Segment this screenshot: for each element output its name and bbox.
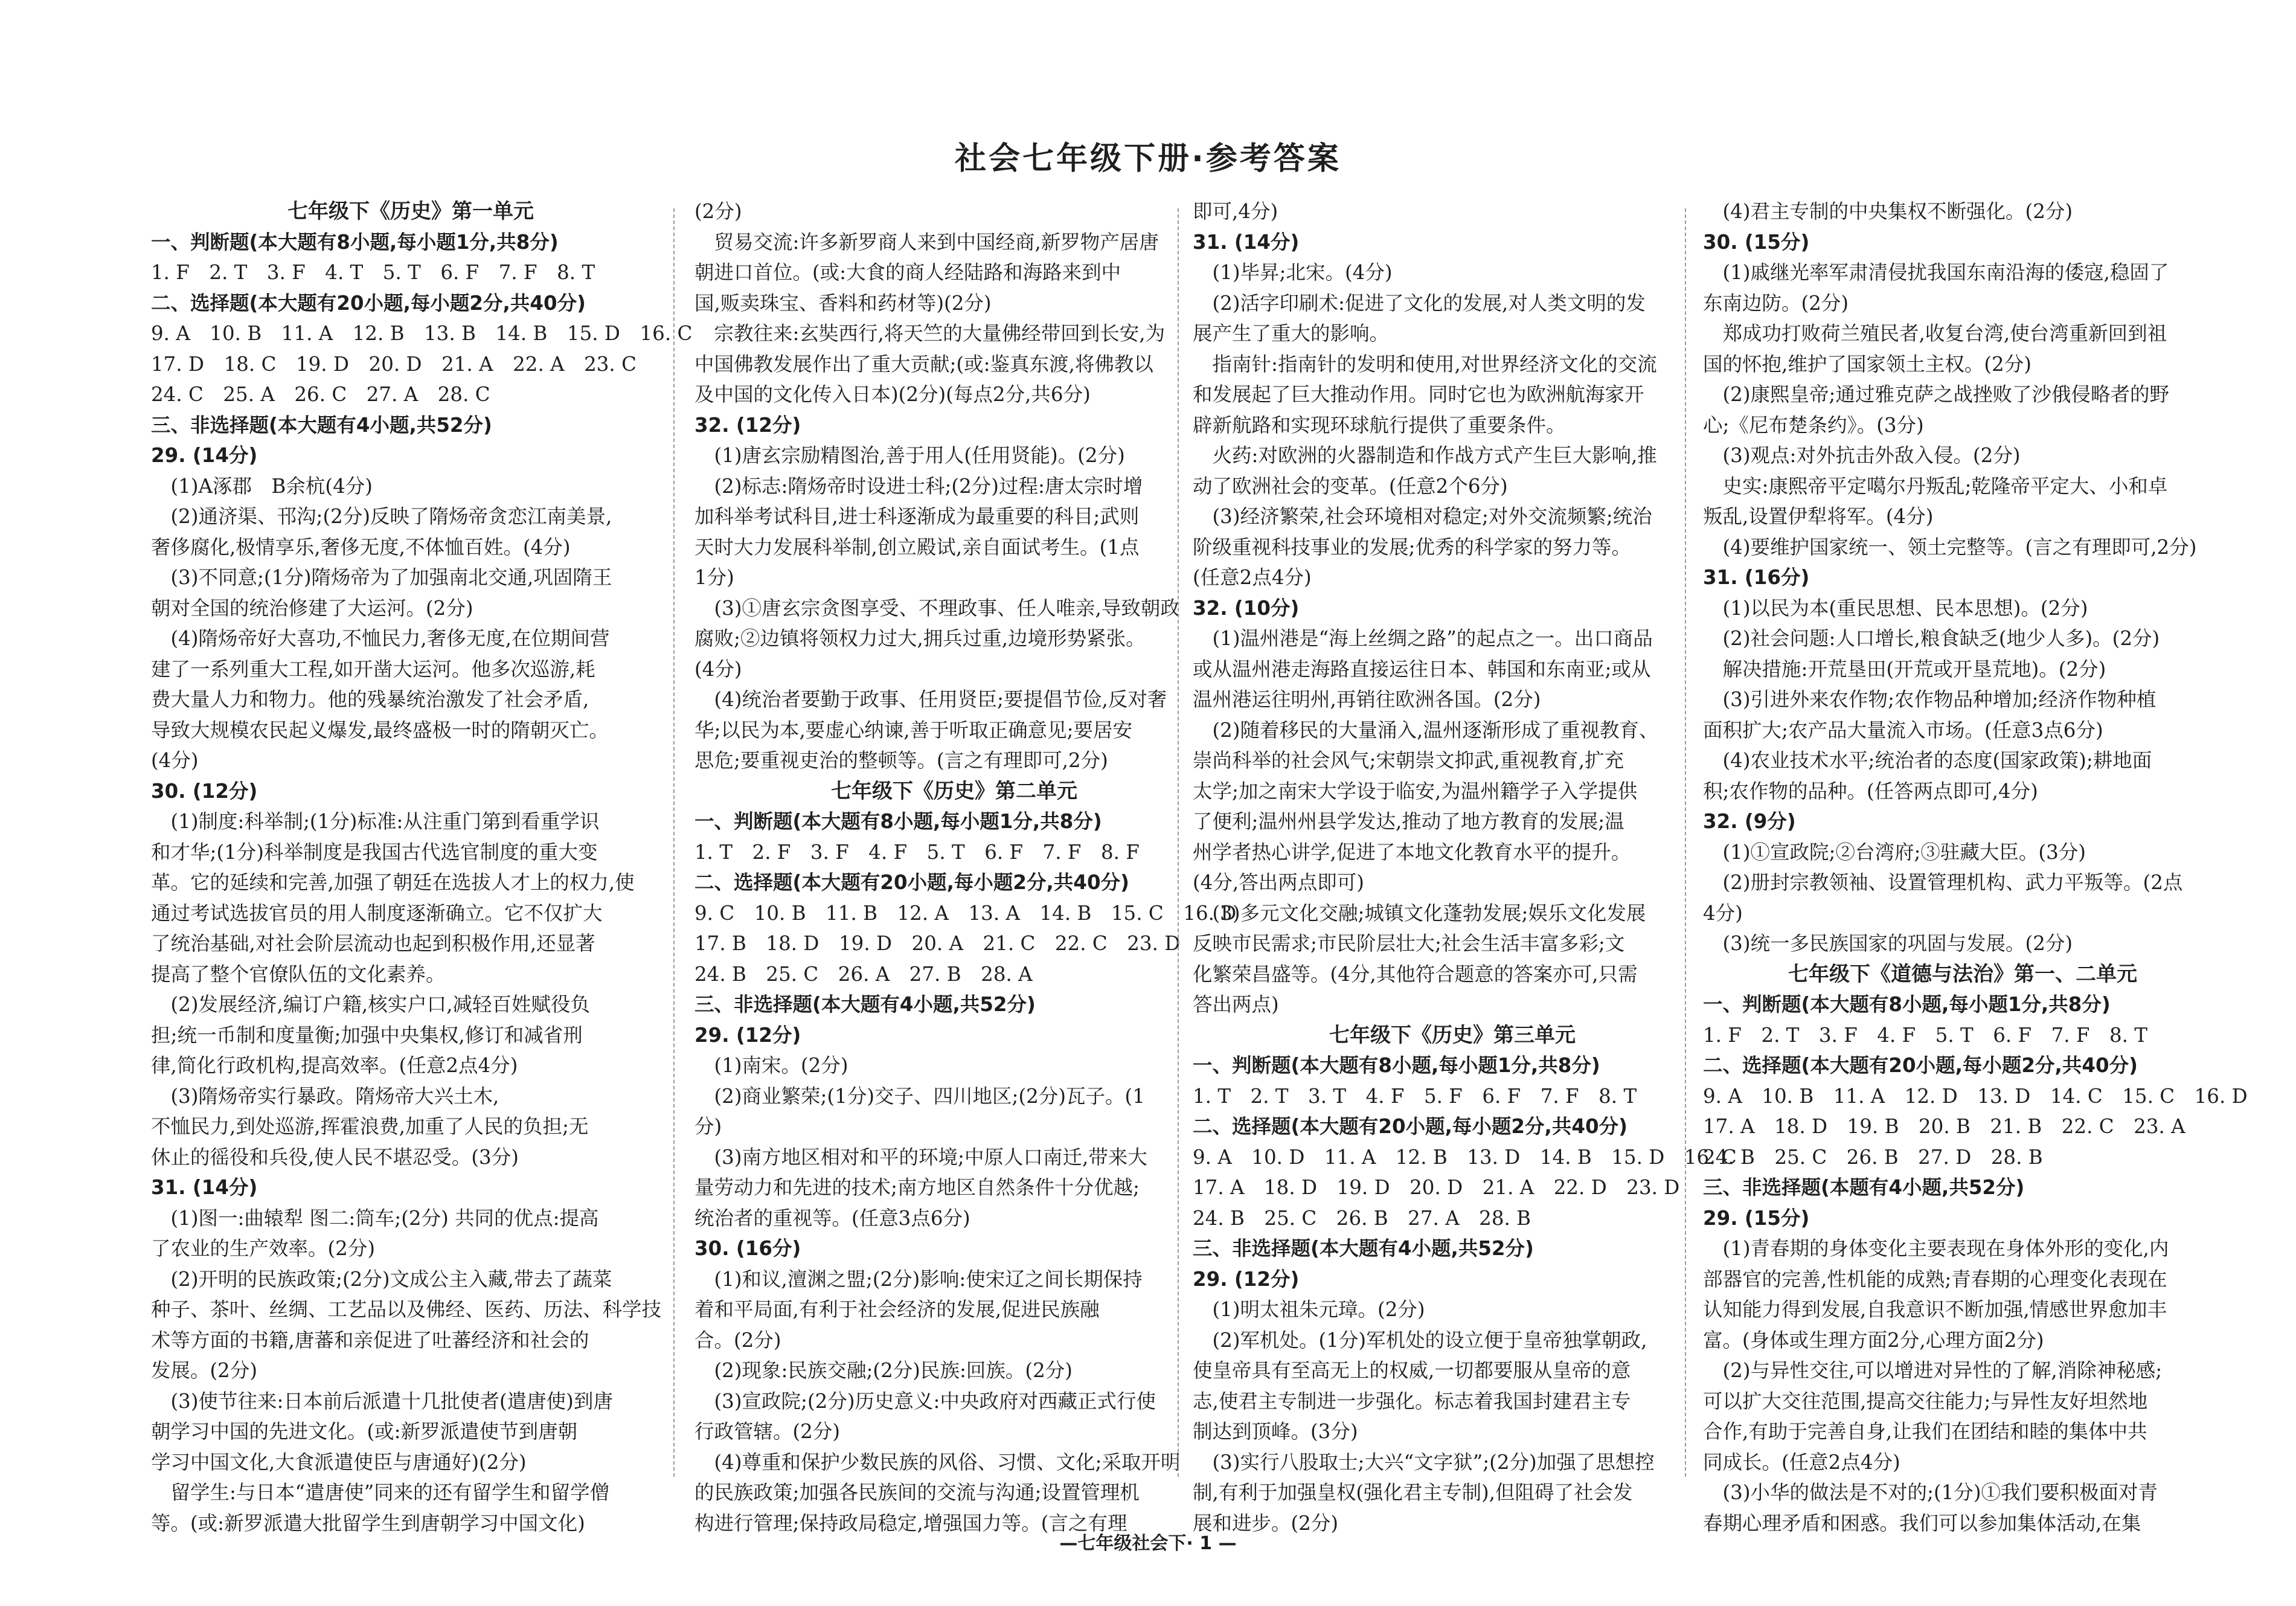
page-footer: —七年级社会下· 1 —: [1059, 1533, 1237, 1554]
answer-line: (2)发展经济,编订户籍,核实户口,减轻百姓赋役负: [151, 993, 591, 1016]
answer-line: (3)经济繁荣,社会环境相对稳定;对外交流频繁;统治: [1193, 505, 1652, 528]
answer-line: (3)实行八股取士;大兴“文字狱”;(2分)加强了思想控: [1193, 1450, 1655, 1474]
section-heading: 一、判断题(本大题有8小题,每小题1分,共8分): [694, 810, 1102, 833]
answer-line: 留学生:与日本“遣唐使”同来的还有留学生和留学僧: [151, 1481, 610, 1504]
answer-line: 1. T 2. T 3. T 4. F 5. F 6. F 7. F 8. T: [1193, 1084, 1637, 1108]
answer-line: 1分): [694, 566, 734, 589]
answer-line: 17. A 18. D 19. D 20. D 21. A 22. D 23. D: [1193, 1176, 1680, 1199]
section-heading: 三、非选择题(本题有4小题,共52分): [1703, 1176, 2025, 1199]
answer-line: 可以扩大交往范围,提高交往能力;与异性友好坦然地: [1703, 1389, 2148, 1413]
column-divider: [673, 208, 675, 1477]
answer-line: 革。它的延续和完善,加强了朝廷在选拔人才上的权力,使: [151, 871, 635, 894]
answer-line: (2)活字印刷术:促进了文化的发展,对人类文明的发: [1193, 291, 1646, 315]
answer-line: 制,有利于加强皇权(强化君主专制),但阻碍了社会发: [1193, 1481, 1633, 1504]
answer-line: 学习中国文化,大食派遣使臣与唐通好)(2分): [151, 1450, 527, 1474]
answer-line: 朝进口首位。(或:大食的商人经陆路和海路来到中: [694, 261, 1121, 284]
answer-line: (3)统一多民族国家的巩固与发展。(2分): [1703, 932, 2073, 955]
section-heading: 29. (12分): [694, 1023, 801, 1047]
answer-line: 春期心理矛盾和困惑。我们可以参加集体活动,在集: [1703, 1511, 2141, 1535]
answer-line: (3)①唐玄宗贪图享受、不理政事、任人唯亲,导致朝政: [694, 596, 1180, 620]
answer-line: (2)与异性交往,可以增进对异性的了解,消除神秘感;: [1703, 1359, 2163, 1382]
answer-line: 24. B 25. C 26. B 27. A 28. B: [1193, 1206, 1531, 1230]
answer-line: (4分): [151, 749, 199, 772]
answer-line: 中国佛教发展作出了重大贡献;(或:鉴真东渡,将佛教以: [694, 352, 1153, 376]
answer-line: 贸易交流:许多新罗商人来到中国经商,新罗物产居唐: [694, 230, 1159, 254]
answer-line: 展产生了重大的影响。: [1193, 322, 1390, 345]
answer-line: 费大量人力和物力。他的残暴统治激发了社会矛盾,: [151, 688, 589, 711]
answer-line: (3)观点:对外抗击外敌入侵。(2分): [1703, 444, 2021, 467]
answer-line: 9. A 10. B 11. A 12. B 13. B 14. B 15. D 16. C: [151, 322, 693, 345]
answer-line: (2)现象:民族交融;(2分)民族:回族。(2分): [694, 1359, 1073, 1382]
answer-line: (3)多元文化交融;城镇文化蓬勃发展;娱乐文化发展: [1193, 901, 1646, 925]
answer-line: 9. A 10. D 11. A 12. B 13. D 14. B 15. D 16. C: [1193, 1145, 1737, 1169]
answer-line: 同成长。(任意2点4分): [1703, 1450, 1900, 1474]
answer-line: 辟新航路和实现环球航行提供了重要条件。: [1193, 413, 1566, 437]
answer-line: 17. B 18. D 19. D 20. A 21. C 22. C 23. D: [694, 932, 1181, 955]
answer-line: (1)毕昇;北宋。(4分): [1193, 261, 1393, 284]
answer-line: 术等方面的书籍,唐蕃和亲促进了吐蕃经济和社会的: [151, 1328, 589, 1352]
section-heading: 29. (14分): [151, 444, 258, 467]
answer-line: (3)使节往来:日本前后派遣十几批使者(遣唐使)到唐: [151, 1389, 613, 1413]
section-heading: 32. (12分): [694, 413, 801, 437]
answer-line: (1)以民为本(重民思想、民本思想)。(2分): [1703, 596, 2088, 620]
answer-line: (1)青春期的身体变化主要表现在身体外形的变化,内: [1703, 1237, 2169, 1260]
answer-line: 动了欧洲社会的变革。(任意2个6分): [1193, 474, 1508, 498]
answer-line: (3)引进外来农作物;农作物品种增加;经济作物种植: [1703, 688, 2157, 711]
unit-heading: 七年级下《历史》第二单元: [831, 779, 1077, 803]
answer-line: 史实:康熙帝平定噶尔丹叛乱;乾隆帝平定大、小和卓: [1703, 474, 2168, 498]
answer-line: 化繁荣昌盛等。(4分,其他符合题意的答案亦可,只需: [1193, 962, 1638, 986]
answer-line: 东南边防。(2分): [1703, 291, 1849, 315]
answer-line: 合作,有助于完善自身,让我们在团结和睦的集体中共: [1703, 1420, 2147, 1443]
answer-line: 认知能力得到发展,自我意识不断加强,情感世界愈加丰: [1703, 1298, 2167, 1321]
answer-line: 建了一系列重大工程,如开凿大运河。他多次巡游,耗: [151, 657, 595, 681]
answer-line: 州学者热心讲学,促进了本地文化教育水平的提升。: [1193, 840, 1631, 864]
answer-line: 着和平局面,有利于社会经济的发展,促进民族融: [694, 1298, 1100, 1321]
answer-line: (4分,答出两点即可): [1193, 871, 1364, 894]
column-divider: [1178, 208, 1179, 1477]
answer-line: 天时大力发展科举制,创立殿试,亲自面试考生。(1点: [694, 535, 1140, 559]
answer-line: 富。(身体或生理方面2分,心理方面2分): [1703, 1328, 2044, 1352]
answer-line: (1)温州港是“海上丝绸之路”的起点之一。出口商品: [1193, 627, 1653, 650]
answer-line: 发展。(2分): [151, 1359, 258, 1382]
section-heading: 三、非选择题(本大题有4小题,共52分): [694, 993, 1036, 1016]
answer-line: (2)开明的民族政策;(2分)文成公主入藏,带去了蔬菜: [151, 1267, 612, 1291]
answer-line: (1)A涿郡 B余杭(4分): [151, 474, 373, 498]
answer-line: 部器官的完善,性机能的成熟;青春期的心理变化表现在: [1703, 1267, 2167, 1291]
section-heading: 三、非选择题(本大题有4小题,共52分): [1193, 1237, 1534, 1260]
section-heading: 一、判断题(本大题有8小题,每小题1分,共8分): [151, 230, 559, 254]
answer-line: 1. T 2. F 3. F 4. F 5. T 6. F 7. F 8. F: [694, 840, 1140, 864]
answer-line: (3)不同意;(1分)隋炀帝为了加强南北交通,巩固隋王: [151, 566, 612, 589]
answer-line: 不恤民力,到处巡游,挥霍浪费,加重了人民的负担;无: [151, 1115, 589, 1138]
answer-line: (2)商业繁荣;(1分)交子、四川地区;(2分)瓦子。(1: [694, 1084, 1145, 1108]
unit-heading: 七年级下《道德与法治》第一、二单元: [1788, 962, 2137, 986]
answer-column-1: [151, 196, 693, 1535]
answer-line: 及中国的文化传入日本)(2分)(每点2分,共6分): [694, 383, 1091, 406]
answer-line: 9. A 10. B 11. A 12. D 13. D 14. C 15. C 16. D: [1703, 1084, 2248, 1108]
section-heading: 31. (14分): [1193, 230, 1300, 254]
answer-line: (3)小华的做法是不对的;(1分)①我们要积极面对青: [1703, 1481, 2158, 1504]
answer-line: 奢侈腐化,极情享乐,奢侈无度,不体恤百姓。(4分): [151, 535, 571, 559]
section-heading: 二、选择题(本大题有20小题,每小题2分,共40分): [151, 291, 586, 315]
answer-line: 阶级重视科技事业的发展;优秀的科学家的努力等。: [1193, 535, 1631, 559]
answer-line: 积;农作物的品种。(任答两点即可,4分): [1703, 779, 2038, 803]
answer-line: 行政管辖。(2分): [694, 1420, 841, 1443]
answer-line: 17. D 18. C 19. D 20. D 21. A 22. A 23. C: [151, 352, 637, 376]
answer-line: 展和进步。(2分): [1193, 1511, 1339, 1535]
answer-line: (1)戚继光率军肃清侵扰我国东南沿海的倭寇,稳固了: [1703, 261, 2169, 284]
answer-line: 分): [694, 1115, 722, 1138]
answer-line: 叛乱,设置伊犁将军。(4分): [1703, 505, 1934, 528]
section-heading: 31. (16分): [1703, 566, 1810, 589]
answer-line: (4)君主专制的中央集权不断强化。(2分): [1703, 200, 2073, 223]
answer-line: 等。(或:新罗派遣大批留学生到唐朝学习中国文化): [151, 1511, 585, 1535]
answer-line: (4分): [694, 657, 742, 681]
answer-column-3: [1193, 196, 1737, 1535]
answer-line: (4)要维护国家统一、领土完整等。(言之有理即可,2分): [1703, 535, 2197, 559]
answer-line: 指南针:指南针的发明和使用,对世界经济文化的交流: [1193, 352, 1657, 376]
answer-line: (1)南宋。(2分): [694, 1054, 848, 1077]
section-heading: 29. (12分): [1193, 1267, 1300, 1291]
answer-line: (3)宣政院;(2分)历史意义:中央政府对西藏正式行使: [694, 1389, 1156, 1413]
answer-line: 郑成功打败荷兰殖民者,收复台湾,使台湾重新回到祖: [1703, 322, 2167, 345]
unit-heading: 七年级下《历史》第一单元: [287, 199, 534, 223]
answer-line: (任意2点4分): [1193, 566, 1312, 589]
answer-line: (2)册封宗教领袖、设置管理机构、武力平叛等。(2点: [1703, 871, 2183, 894]
answer-line: 国的怀抱,维护了国家领土主权。(2分): [1703, 352, 2031, 376]
section-heading: 二、选择题(本大题有20小题,每小题2分,共40分): [694, 871, 1129, 894]
answer-line: 休止的徭役和兵役,使人民不堪忍受。(3分): [151, 1145, 519, 1169]
section-heading: 三、非选择题(本大题有4小题,共52分): [151, 413, 492, 437]
answer-line: 国,贩卖珠宝、香料和药材等)(2分): [694, 291, 992, 315]
answer-line: 了统治基础,对社会阶层流动也起到积极作用,还显著: [151, 932, 595, 955]
answer-line: 崇尚科举的社会风气;宋朝崇文抑武,重视教育,扩充: [1193, 749, 1624, 772]
answer-line: 解决措施:开荒垦田(开荒或开垦荒地)。(2分): [1703, 657, 2106, 681]
unit-heading: 七年级下《历史》第三单元: [1329, 1023, 1576, 1047]
answer-line: 和发展起了巨大推动作用。同时它也为欧洲航海家开: [1193, 383, 1644, 406]
answer-line: 1. F 2. T 3. F 4. F 5. T 6. F 7. F 8. T: [1703, 1023, 2147, 1047]
answer-line: (3)隋炀帝实行暴政。隋炀帝大兴土木,: [151, 1084, 499, 1108]
answer-line: 律,简化行政机构,提高效率。(任意2点4分): [151, 1054, 518, 1077]
answer-line: 合。(2分): [694, 1328, 781, 1352]
answer-line: 1. F 2. T 3. F 4. T 5. T 6. F 7. F 8. T: [151, 261, 595, 284]
section-heading: 30. (15分): [1703, 230, 1810, 254]
answer-line: (4)隋炀帝好大喜功,不恤民力,奢侈无度,在位期间营: [151, 627, 610, 650]
answer-line: (1)①宣政院;②台湾府;③驻藏大臣。(3分): [1703, 840, 2086, 864]
answer-line: 朝学习中国的先进文化。(或:新罗派遣使节到唐朝: [151, 1420, 578, 1443]
answer-line: 或从温州港走海路直接运往日本、韩国和东南亚;或从: [1193, 657, 1651, 681]
answer-line: (2)康熙皇帝;通过雅克萨之战挫败了沙俄侵略者的野: [1703, 383, 2169, 406]
answer-line: (1)制度:科举制;(1分)标准:从注重门第到看重学识: [151, 810, 600, 833]
section-heading: 32. (9分): [1703, 810, 1796, 833]
answer-line: (2)军机处。(1分)军机处的设立便于皇帝独掌朝政,: [1193, 1328, 1647, 1352]
answer-line: 了便利;温州州县学发达,推动了地方教育的发展;温: [1193, 810, 1624, 833]
answer-line: (4)尊重和保护少数民族的风俗、习惯、文化;采取开明: [694, 1450, 1181, 1474]
answer-line: 通过考试选拔官员的用人制度逐渐确立。它不仅扩大: [151, 901, 603, 925]
answer-line: 构进行管理;保持政局稳定,增强国力等。(言之有理: [694, 1511, 1127, 1535]
answer-line: (1)和议,澶渊之盟;(2分)影响:使宋辽之间长期保持: [694, 1267, 1143, 1291]
answer-line: 统治者的重视等。(任意3点6分): [694, 1206, 970, 1230]
answer-line: 9. C 10. B 11. B 12. A 13. A 14. B 15. C 16. D: [694, 901, 1237, 925]
answer-line: (2)社会问题:人口增长,粮食缺乏(地少人多)。(2分): [1703, 627, 2160, 650]
section-heading: 30. (12分): [151, 779, 258, 803]
answer-line: 和才华;(1分)科举制度是我国古代选官制度的重大变: [151, 840, 598, 864]
answer-line: 了农业的生产效率。(2分): [151, 1237, 376, 1260]
section-heading: 二、选择题(本大题有20小题,每小题2分,共40分): [1193, 1115, 1627, 1138]
answer-line: 华;以民为本,要虚心纳谏,善于听取正确意见;要居安: [694, 718, 1133, 742]
answer-line: (1)唐玄宗励精图治,善于用人(任用贤能)。(2分): [694, 444, 1125, 467]
answer-line: 即可,4分): [1193, 200, 1278, 223]
section-heading: 一、判断题(本大题有8小题,每小题1分,共8分): [1193, 1054, 1600, 1077]
answer-line: 种子、茶叶、丝绸、工艺品以及佛经、医药、历法、科学技: [151, 1298, 662, 1321]
section-heading: 32. (10分): [1193, 596, 1300, 620]
answer-line: 思危;要重视吏治的整顿等。(言之有理即可,2分): [694, 749, 1108, 772]
answer-line: 朝对全国的统治修建了大运河。(2分): [151, 596, 473, 620]
answer-line: 提高了整个官僚队伍的文化素养。: [151, 962, 446, 986]
answer-line: 心;《尼布楚条约》。(3分): [1703, 413, 1924, 437]
answer-line: 4分): [1703, 901, 1743, 925]
answer-line: 加科举考试科目,进士科逐渐成为最重要的科目;武则: [694, 505, 1140, 528]
section-heading: 一、判断题(本大题有8小题,每小题1分,共8分): [1703, 993, 2111, 1016]
answer-line: 志,使君主专制进一步强化。标志着我国封建君主专: [1193, 1389, 1631, 1413]
answer-line: 反映市民需求;市民阶层壮大;社会生活丰富多彩;文: [1193, 932, 1625, 955]
answer-line: 担;统一币制和度量衡;加强中央集权,修订和减省刑: [151, 1023, 583, 1047]
section-heading: 30. (16分): [694, 1237, 801, 1260]
answer-line: (2)标志:隋炀帝时设进士科;(2分)过程:唐太宗时增: [694, 474, 1143, 498]
section-heading: 二、选择题(本大题有20小题,每小题2分,共40分): [1703, 1054, 2138, 1077]
answer-line: 制达到顶峰。(3分): [1193, 1420, 1358, 1443]
answer-line: 量劳动力和先进的技术;南方地区自然条件十分优越;: [694, 1176, 1140, 1199]
answer-line: (1)图一:曲辕犁 图二:筒车;(2分) 共同的优点:提高: [151, 1206, 599, 1230]
answer-line: 答出两点): [1193, 993, 1279, 1016]
answer-line: (4)农业技术水平;统治者的态度(国家政策);耕地面: [1703, 749, 2152, 772]
answer-line: 腐败;②边镇将领权力过大,拥兵过重,边境形势紧张。: [694, 627, 1146, 650]
answer-line: 火药:对欧洲的火器制造和作战方式产生巨大影响,推: [1193, 444, 1657, 467]
answer-line: 宗教往来:玄奘西行,将天竺的大量佛经带回到长安,为: [694, 322, 1166, 345]
section-heading: 31. (14分): [151, 1176, 258, 1199]
answer-line: (1)明太祖朱元璋。(2分): [1193, 1298, 1425, 1321]
answer-line: 温州港运往明州,再销往欧洲各国。(2分): [1193, 688, 1541, 711]
answer-column-4: [1703, 196, 2248, 1535]
answer-line: 导致大规模农民起义爆发,最终盛极一时的隋朝灭亡。: [151, 718, 609, 742]
answer-line: 24. C 25. A 26. C 27. A 28. C: [151, 383, 490, 406]
answer-line: (2分): [694, 200, 742, 223]
answer-line: (2)通济渠、邗沟;(2分)反映了隋炀帝贪恋江南美景,: [151, 505, 612, 528]
answer-line: 面积扩大;农产品大量流入市场。(任意3点6分): [1703, 718, 2103, 742]
answer-line: 24. B 25. C 26. A 27. B 28. A: [694, 962, 1033, 986]
page-title: 社会七年级下册·参考答案: [955, 141, 1341, 177]
answer-line: (4)统治者要勤于政事、任用贤臣;要提倡节俭,反对奢: [694, 688, 1167, 711]
column-divider: [1685, 208, 1686, 1477]
section-heading: 29. (15分): [1703, 1206, 1810, 1230]
answer-line: 17. A 18. D 19. B 20. B 21. B 22. C 23. A: [1703, 1115, 2185, 1138]
answer-line: 的民族政策;加强各民族间的交流与沟通;设置管理机: [694, 1481, 1140, 1504]
answer-line: 使皇帝具有至高无上的权威,一切都要服从皇帝的意: [1193, 1359, 1631, 1382]
answer-line: 太学;加之南宋大学设于临安,为温州籍学子入学提供: [1193, 779, 1638, 803]
answer-line: 24. B 25. C 26. B 27. D 28. B: [1703, 1145, 2043, 1169]
answer-line: (3)南方地区相对和平的环境;中原人口南迁,带来大: [694, 1145, 1147, 1169]
answer-line: (2)随着移民的大量涌入,温州逐渐形成了重视教育、: [1193, 718, 1659, 742]
